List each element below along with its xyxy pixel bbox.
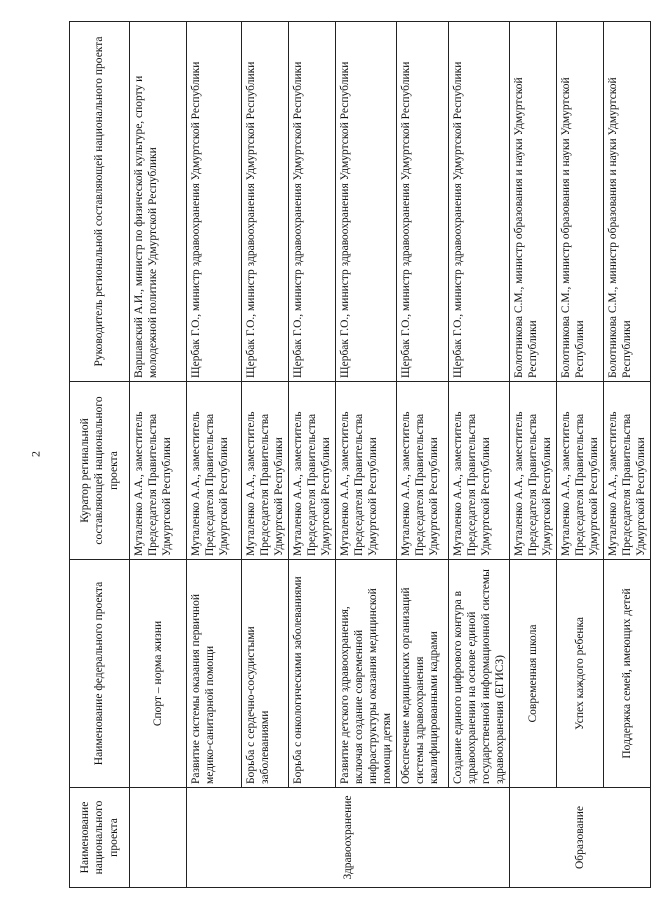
federal-project-cell: Обеспечение медицинских организаций системы здравоохранения квалифицированными кадрами — [397, 560, 449, 788]
table-row — [130, 22, 187, 888]
federal-project-cell: Борьба с онкологическими заболеваниями — [289, 560, 336, 788]
page-number: 2 — [28, 451, 43, 457]
federal-project-cell: Создание единого цифрового контура в здравоохранении на основе единой государственной информационной системы здравоохранения (ЕГИСЗ) — [449, 560, 510, 788]
leader-cell: Щербак Г.О., министр здравоохранения Удмуртской Республики — [397, 22, 449, 382]
table-row — [557, 22, 604, 888]
federal-project-cell: Развитие системы оказания первичной медико-санитарной помощи — [187, 560, 242, 788]
curator-cell: Муталенко А.А., заместитель Председателя Правительства Удмуртской Республики — [449, 382, 510, 560]
federal-project-cell: Современная школа — [510, 560, 557, 788]
federal-project-cell: Поддержка семей, имеющих детей — [604, 560, 651, 788]
projects-table — [69, 21, 651, 888]
federal-project-cell: Развитие детского здравоохранения, включая создание современной инфраструктуры оказания медицинской помощи детям — [336, 560, 397, 788]
national-project-cell-health: Здравоохранение — [187, 788, 510, 888]
table-row — [510, 22, 557, 888]
table-row — [187, 22, 242, 888]
header-curator: Куратор регинальной составляющей национального проекта — [70, 382, 130, 560]
curator-cell: Муталенко А.А., заместитель Председателя Правительства Удмуртской Республики — [336, 382, 397, 560]
table-row — [242, 22, 289, 888]
leader-cell: Щербак Г.О., министр здравоохранения Удмуртской Республики — [187, 22, 242, 382]
leader-cell: Варшавский А.И., министр по физической культуре, спорту и молодежной политике Удмуртской Республики — [130, 22, 187, 382]
header-leader: Руководитель региональной составляющей национального проекта — [70, 22, 130, 382]
curator-cell: Муталенко А.А., заместитель Председателя Правительства Удмуртской Республики — [130, 382, 187, 560]
leader-cell: Щербак Г.О., министр здравоохранения Удмуртской Республики — [242, 22, 289, 382]
table-row — [289, 22, 336, 888]
leader-cell: Щербак Г.О., министр здравоохранения Удмуртской Республики — [449, 22, 510, 382]
national-project-cell-education: Образование — [510, 788, 651, 888]
table-row — [449, 22, 510, 888]
leader-cell: Болотникова С.М., министр образования и науки Удмуртской Республики — [557, 22, 604, 382]
curator-cell: Муталенко А.А., заместитель Председателя Правительства Удмуртской Республики — [510, 382, 557, 560]
curator-cell: Муталенко А.А., заместитель Председателя Правительства Удмуртской Республики — [604, 382, 651, 560]
table-row — [336, 22, 397, 888]
curator-cell: Муталенко А.А., заместитель Председателя Правительства Удмуртской Республики — [289, 382, 336, 560]
federal-project-cell: Успех каждого ребенка — [557, 560, 604, 788]
federal-project-cell: Спорт – норма жизни — [130, 560, 187, 788]
table-row — [604, 22, 651, 888]
curator-cell: Муталенко А.А., заместитель Председателя Правительства Удмуртской Республики — [187, 382, 242, 560]
rotated-table-wrapper — [69, 22, 648, 888]
table-row — [397, 22, 449, 888]
header-national-project: Наименование национального проекта — [70, 788, 130, 888]
header-federal-project: Наименование федерального проекта — [70, 560, 130, 788]
curator-cell: Муталенко А.А., заместитель Председателя Правительства Удмуртской Республики — [242, 382, 289, 560]
federal-project-cell: Борьба с сердечно-сосудистыми заболеваниями — [242, 560, 289, 788]
national-project-cell — [130, 788, 187, 888]
leader-cell: Щербак Г.О., министр здравоохранения Удмуртской Республики — [336, 22, 397, 382]
curator-cell: Муталенко А.А., заместитель Председателя Правительства Удмуртской Республики — [557, 382, 604, 560]
leader-cell: Щербак Г.О., министр здравоохранения Удмуртской Республики — [289, 22, 336, 382]
leader-cell: Болотникова С.М., министр образования и науки Удмуртской Республики — [510, 22, 557, 382]
leader-cell: Болотникова С.М., министр образования и науки Удмуртской Республики — [604, 22, 651, 382]
curator-cell: Муталенко А.А., заместитель Председателя Правительства Удмуртской Республики — [397, 382, 449, 560]
table-header-row — [70, 22, 130, 888]
